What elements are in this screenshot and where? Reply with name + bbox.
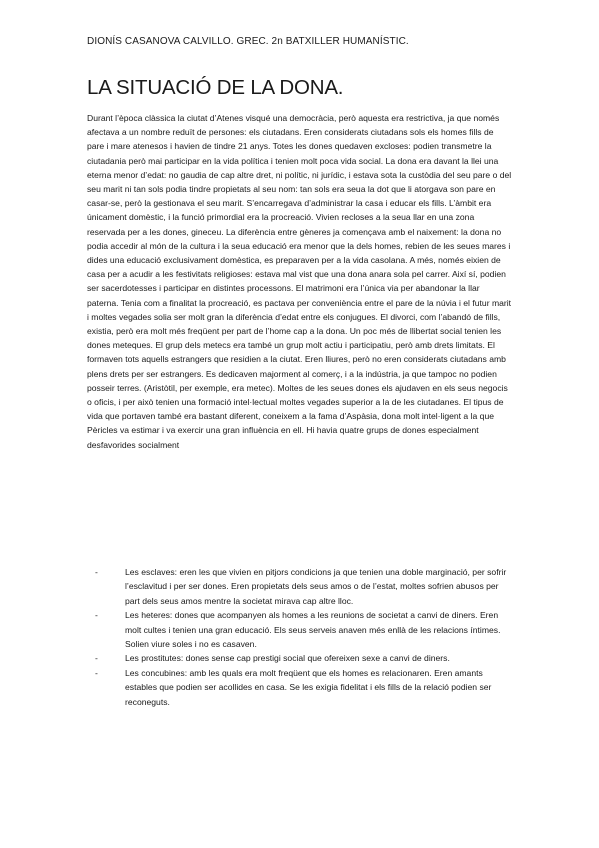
list-item-text: Les prostitutes: dones sense cap prestigi social que ofereixen sexe a canvi de diners.: [125, 653, 450, 664]
list-item-esclaves: [95, 565, 513, 608]
list-item-heteres: [95, 608, 513, 651]
list-item-text: Les heteres: dones que acompanyen als homes a les reunions de societat a canvi de diners. Eren molt cultes i tenien una gran educació. Els seus serveis anaven més enllà de les relacions íntimes. Solien viure soles i no es casaven.: [125, 610, 501, 650]
document-header: DIONÍS CASANOVA CALVILLO. GREC. 2n BATXILLER HUMANÍSTIC.: [87, 36, 409, 47]
list-dash: -: [95, 653, 98, 664]
list-dash: -: [95, 567, 98, 577]
list-item-prostitutes: [95, 651, 513, 665]
list-dash: -: [95, 610, 98, 621]
list-item-text: Les concubines: amb les quals era molt freqüent que els homes es relacionaren. Eren amants estables que podien ser acollides en casa. Se les exigia fidelitat i els fills de la relació podien ser reconeguts.: [125, 667, 492, 707]
list-item-concubines: [95, 666, 513, 709]
list-item-text: Les esclaves: eren les que vivien en pitjors condicions ja que tenien una doble marginació, per sofrir l’esclavitud i per ser dones. Eren propietats dels seus amos o de l’estat, moltes sofrien abusos per part dels seus amos mentre la societat mirava cap altre lloc.: [125, 567, 507, 606]
list-dash: -: [95, 667, 98, 678]
body-paragraph: Durant l’època clàssica la ciutat d’Atenes visqué una democràcia, però aquesta era restrictiva, ja que només afectava a un nombre reduït de persones: els ciutadans. Eren considerats ciutadans sols els homes fills de pare i mare atenesos i havien de tindre 21 anys. Totes les dones quedaven excloses: podien transmetre la ciutadania però mai participar en la vida política i tenien molt poca vida social. La dona era davant la llei una eterna menor d’edat: no gaudia de cap altre dret, ni polític, ni jurídic, i estava sota la custòdia del seu pare o del seu marit ni tan sols podia tindre propietats al seu nom: tan sols era seua la dot que li atorgava son pare en casar-se, però la gestionava el seu marit. S’encarregava d’administrar la casa i educar els fills. L’àmbit era únicament domèstic, i la funció primordial era la procreació. Vivien recloses a la seua llar en una zona reservada per a les dones, gineceu. La diferència entre gèneres ja començava amb el naixement: la dona no podia accedir al món de la cultura i la seua educació era menor que la dels homes, rebien de les seues mares i dides una educació exclusivament domèstica, es preparaven per a la vida casolana. A més, només eixien de casa per a acudir a les festivitats religioses: estava mal vist que una dona anara sola pel carrer. Així sí, podien ser sacerdotesses i participar en distintes processons. El matrimoni era l’única via per abandonar la llar paterna. Tenia com a finalitat la procreació, es pactava per conveniència entre el pare de la núvia i el futur marit i moltes vegades solia ser molt gran la diferència d’edat entre els conjugues. El divorci, com l’abandó de fills, existia, però era molt més freqüent per part de l’home cap a la dona. Un poc més de llibertat social tenien les dones meteques. El grup dels metecs era també un grup molt actiu i participatiu, però amb drets limitats. El formaven tots aquells estrangers que residien a la ciutat. Eren lliures, però no eren considerats ciutadans amb plens drets per ser estrangers. Es dedicaven majorment al comerç, i a la indústria, ja que tampoc no podien posseir terres. (Aristòtil, per exemple, era metec). Moltes de les seues dones els ajudaven en els seus negocis o oficis, i per això tenien una formació intel·lectual moltes vegades superior a la de les ciutadanes. El tipus de vida que portaven també era bastant diferent, coneixem a la fama d’Aspàsia, dona molt intel·ligent a la que Pèricles va estimar i va exercir una gran influència en ell. Hi havia quatre grups de dones especialment desfavorides socialment: [87, 113, 512, 450]
bullet-list: [95, 565, 513, 709]
page-title: LA SITUACIÓ DE LA DONA.: [87, 76, 344, 99]
